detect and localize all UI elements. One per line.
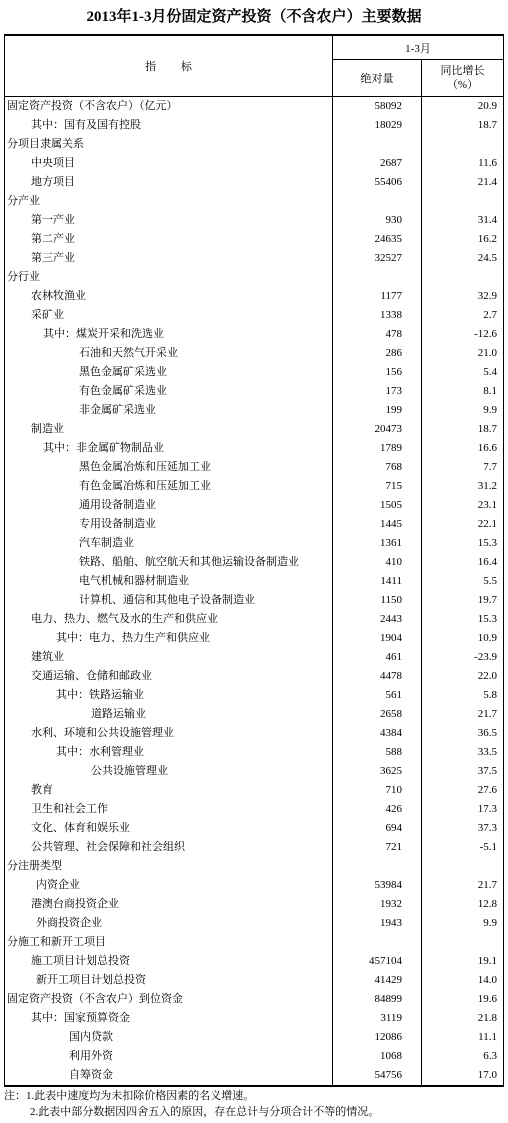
absolute-value: 710 bbox=[333, 781, 422, 800]
growth-rate: 18.7 bbox=[477, 423, 497, 435]
growth-rate bbox=[422, 268, 503, 287]
row-label: 利用外资 bbox=[5, 1047, 333, 1066]
absolute-value: 1904 bbox=[333, 629, 422, 648]
row-label: 施工项目计划总投资 bbox=[5, 952, 333, 971]
growth-rate: 19.7 bbox=[477, 594, 497, 606]
absolute-value: 12086 bbox=[333, 1028, 422, 1047]
row-label: 其中：国家预算资金 bbox=[5, 1009, 333, 1028]
absolute-value: 3625 bbox=[333, 762, 422, 781]
growth-rate: -12.6 bbox=[474, 328, 497, 340]
absolute-value: 55406 bbox=[333, 173, 422, 192]
absolute-value bbox=[333, 268, 422, 287]
growth-rate: 27.6 bbox=[477, 784, 497, 796]
row-label: 分项目隶属关系 bbox=[5, 135, 333, 154]
header-growth-line1: 同比增长 bbox=[440, 65, 485, 77]
absolute-value: 1361 bbox=[333, 534, 422, 553]
row-label: 其中：水利管理业 bbox=[5, 743, 333, 762]
row-label: 通用设备制造业 bbox=[5, 496, 333, 515]
growth-rate: 8.1 bbox=[483, 385, 497, 397]
header-indicator: 指 标 bbox=[5, 36, 333, 96]
growth-rate: 22.0 bbox=[477, 670, 497, 682]
row-label: 农林牧渔业 bbox=[5, 287, 333, 306]
table-row bbox=[5, 1047, 503, 1066]
header-absolute: 绝对量 bbox=[333, 60, 422, 96]
absolute-value: 721 bbox=[333, 838, 422, 857]
table-row bbox=[5, 914, 503, 933]
absolute-value: 561 bbox=[333, 686, 422, 705]
table-row bbox=[5, 439, 503, 458]
growth-rate: 7.7 bbox=[483, 461, 497, 473]
growth-rate: 15.3 bbox=[477, 537, 497, 549]
growth-rate: 32.9 bbox=[477, 290, 497, 302]
row-label: 固定资产投资（不含农户）到位资金 bbox=[5, 990, 333, 1009]
category-row bbox=[5, 192, 503, 211]
row-label: 其中：煤炭开采和洗选业 bbox=[5, 325, 333, 344]
row-label: 文化、体育和娱乐业 bbox=[5, 819, 333, 838]
table-row bbox=[5, 477, 503, 496]
absolute-value: 2443 bbox=[333, 610, 422, 629]
growth-rate: 17.3 bbox=[477, 803, 497, 815]
row-label: 其中：国有及国有控股 bbox=[5, 116, 333, 135]
growth-rate: 31.2 bbox=[477, 480, 497, 492]
category-row bbox=[5, 135, 503, 154]
row-label: 国内贷款 bbox=[5, 1028, 333, 1047]
absolute-value: 1411 bbox=[333, 572, 422, 591]
row-label: 水利、环境和公共设施管理业 bbox=[5, 724, 333, 743]
growth-rate: 10.9 bbox=[477, 632, 497, 644]
table-row bbox=[5, 534, 503, 553]
growth-rate: 5.4 bbox=[483, 366, 497, 378]
row-label: 道路运输业 bbox=[5, 705, 333, 724]
growth-rate: 12.8 bbox=[477, 898, 497, 910]
row-label: 分产业 bbox=[5, 192, 333, 211]
category-row bbox=[5, 857, 503, 876]
table-row bbox=[5, 800, 503, 819]
row-label: 分行业 bbox=[5, 268, 333, 287]
absolute-value: 24635 bbox=[333, 230, 422, 249]
row-label: 交通运输、仓储和邮政业 bbox=[5, 667, 333, 686]
absolute-value bbox=[333, 857, 422, 876]
table-row bbox=[5, 401, 503, 420]
table-row bbox=[5, 97, 503, 116]
row-label: 外商投资企业 bbox=[5, 914, 333, 933]
row-label: 黑色金属冶炼和压延加工业 bbox=[5, 458, 333, 477]
growth-rate: 37.3 bbox=[477, 822, 497, 834]
growth-rate bbox=[422, 135, 503, 154]
table-row bbox=[5, 876, 503, 895]
table-row bbox=[5, 344, 503, 363]
table-row bbox=[5, 211, 503, 230]
table-row bbox=[5, 591, 503, 610]
growth-rate: 9.9 bbox=[483, 404, 497, 416]
row-label: 固定资产投资（不含农户）（亿元） bbox=[5, 97, 333, 116]
growth-rate: 5.8 bbox=[483, 689, 497, 701]
growth-rate: 36.5 bbox=[477, 727, 497, 739]
growth-rate: -5.1 bbox=[479, 841, 497, 853]
absolute-value: 173 bbox=[333, 382, 422, 401]
table-header bbox=[5, 36, 503, 97]
absolute-value: 768 bbox=[333, 458, 422, 477]
absolute-value: 478 bbox=[333, 325, 422, 344]
table-row bbox=[5, 705, 503, 724]
growth-rate: 16.2 bbox=[477, 233, 497, 245]
row-label: 公共设施管理业 bbox=[5, 762, 333, 781]
table-row bbox=[5, 325, 503, 344]
table-row bbox=[5, 1066, 503, 1085]
header-period: 1-3月 bbox=[333, 36, 503, 60]
absolute-value: 286 bbox=[333, 344, 422, 363]
row-label: 分施工和新开工项目 bbox=[5, 933, 333, 952]
growth-rate: 21.7 bbox=[477, 879, 497, 891]
row-label: 采矿业 bbox=[5, 306, 333, 325]
growth-rate: 21.4 bbox=[477, 176, 497, 188]
table-row bbox=[5, 762, 503, 781]
table-row bbox=[5, 724, 503, 743]
growth-rate: 22.1 bbox=[477, 518, 497, 530]
absolute-value: 1445 bbox=[333, 515, 422, 534]
growth-rate: 21.0 bbox=[477, 347, 497, 359]
absolute-value: 1932 bbox=[333, 895, 422, 914]
absolute-value: 1789 bbox=[333, 439, 422, 458]
table-row bbox=[5, 173, 503, 192]
row-label: 地方项目 bbox=[5, 173, 333, 192]
absolute-value: 4384 bbox=[333, 724, 422, 743]
row-label: 其中：非金属矿物制品业 bbox=[5, 439, 333, 458]
growth-rate: 16.4 bbox=[477, 556, 497, 568]
row-label: 分注册类型 bbox=[5, 857, 333, 876]
absolute-value bbox=[333, 192, 422, 211]
table-row bbox=[5, 648, 503, 667]
data-table bbox=[4, 34, 504, 1087]
growth-rate bbox=[422, 192, 503, 211]
absolute-value: 20473 bbox=[333, 420, 422, 439]
growth-rate: 16.6 bbox=[477, 442, 497, 454]
row-label: 黑色金属矿采选业 bbox=[5, 363, 333, 382]
absolute-value: 715 bbox=[333, 477, 422, 496]
absolute-value: 2687 bbox=[333, 154, 422, 173]
growth-rate: 21.8 bbox=[477, 1012, 497, 1024]
growth-rate: 18.7 bbox=[477, 119, 497, 131]
table-row bbox=[5, 743, 503, 762]
absolute-value: 426 bbox=[333, 800, 422, 819]
growth-rate: 21.7 bbox=[477, 708, 497, 720]
row-label: 教育 bbox=[5, 781, 333, 800]
row-label: 公共管理、社会保障和社会组织 bbox=[5, 838, 333, 857]
absolute-value: 58092 bbox=[333, 97, 422, 116]
growth-rate: 15.3 bbox=[477, 613, 497, 625]
absolute-value bbox=[333, 135, 422, 154]
table-row bbox=[5, 572, 503, 591]
table-row bbox=[5, 116, 503, 135]
header-period-group bbox=[333, 36, 503, 96]
table-row bbox=[5, 781, 503, 800]
growth-rate: 11.6 bbox=[478, 157, 497, 169]
table-row bbox=[5, 249, 503, 268]
absolute-value: 199 bbox=[333, 401, 422, 420]
absolute-value: 2658 bbox=[333, 705, 422, 724]
table-row bbox=[5, 952, 503, 971]
table-row bbox=[5, 230, 503, 249]
absolute-value: 588 bbox=[333, 743, 422, 762]
table-row bbox=[5, 1028, 503, 1047]
absolute-value: 1505 bbox=[333, 496, 422, 515]
row-label: 新开工项目计划总投资 bbox=[5, 971, 333, 990]
growth-rate: 31.4 bbox=[477, 214, 497, 226]
absolute-value: 84899 bbox=[333, 990, 422, 1009]
growth-rate: 19.6 bbox=[477, 993, 497, 1005]
table-row bbox=[5, 515, 503, 534]
absolute-value: 457104 bbox=[333, 952, 422, 971]
table-row bbox=[5, 382, 503, 401]
growth-rate: 5.5 bbox=[483, 575, 497, 587]
growth-rate: 17.0 bbox=[477, 1069, 497, 1081]
absolute-value: 930 bbox=[333, 211, 422, 230]
row-label: 有色金属矿采选业 bbox=[5, 382, 333, 401]
growth-rate: 6.3 bbox=[483, 1050, 497, 1062]
growth-rate: 24.5 bbox=[477, 252, 497, 264]
table-row bbox=[5, 1009, 503, 1028]
growth-rate: 9.9 bbox=[483, 917, 497, 929]
growth-rate: 14.0 bbox=[477, 974, 497, 986]
table-row bbox=[5, 895, 503, 914]
absolute-value: 1150 bbox=[333, 591, 422, 610]
absolute-value: 4478 bbox=[333, 667, 422, 686]
table-row bbox=[5, 458, 503, 477]
growth-rate: -23.9 bbox=[474, 651, 497, 663]
table-row bbox=[5, 496, 503, 515]
row-label: 其中：铁路运输业 bbox=[5, 686, 333, 705]
growth-rate: 37.5 bbox=[477, 765, 497, 777]
absolute-value: 18029 bbox=[333, 116, 422, 135]
growth-rate: 33.5 bbox=[477, 746, 497, 758]
table-row bbox=[5, 686, 503, 705]
table-row bbox=[5, 838, 503, 857]
table-row bbox=[5, 819, 503, 838]
row-label: 第二产业 bbox=[5, 230, 333, 249]
row-label: 电力、热力、燃气及水的生产和供应业 bbox=[5, 610, 333, 629]
table-row bbox=[5, 610, 503, 629]
table-row bbox=[5, 629, 503, 648]
header-subcolumns bbox=[333, 60, 503, 96]
absolute-value: 32527 bbox=[333, 249, 422, 268]
table-row bbox=[5, 553, 503, 572]
row-label: 汽车制造业 bbox=[5, 534, 333, 553]
growth-rate: 11.1 bbox=[478, 1031, 497, 1043]
row-label: 港澳台商投资企业 bbox=[5, 895, 333, 914]
row-label: 计算机、通信和其他电子设备制造业 bbox=[5, 591, 333, 610]
header-growth-line2: （%） bbox=[446, 79, 479, 91]
footnote-1: 注：1.此表中速度均为未扣除价格因素的名义增速。 bbox=[4, 1090, 255, 1102]
absolute-value: 156 bbox=[333, 363, 422, 382]
table-row bbox=[5, 990, 503, 1009]
row-label: 非金属矿采选业 bbox=[5, 401, 333, 420]
table-row bbox=[5, 667, 503, 686]
row-label: 内资企业 bbox=[5, 876, 333, 895]
row-label: 铁路、船舶、航空航天和其他运输设备制造业 bbox=[5, 553, 333, 572]
absolute-value: 1068 bbox=[333, 1047, 422, 1066]
row-label: 其中：电力、热力生产和供应业 bbox=[5, 629, 333, 648]
absolute-value: 53984 bbox=[333, 876, 422, 895]
header-growth bbox=[422, 60, 503, 96]
absolute-value: 41429 bbox=[333, 971, 422, 990]
row-label: 有色金属冶炼和压延加工业 bbox=[5, 477, 333, 496]
absolute-value: 3119 bbox=[333, 1009, 422, 1028]
table-row bbox=[5, 154, 503, 173]
row-label: 专用设备制造业 bbox=[5, 515, 333, 534]
row-label: 第一产业 bbox=[5, 211, 333, 230]
table-row bbox=[5, 420, 503, 439]
absolute-value: 54756 bbox=[333, 1066, 422, 1085]
row-label: 中央项目 bbox=[5, 154, 333, 173]
absolute-value: 461 bbox=[333, 648, 422, 667]
table-row bbox=[5, 287, 503, 306]
growth-rate bbox=[422, 933, 503, 952]
category-row bbox=[5, 268, 503, 287]
footnote-2: 2.此表中部分数据因四舍五入的原因，存在总计与分项合计不等的情况。 bbox=[30, 1106, 380, 1118]
growth-rate bbox=[422, 857, 503, 876]
table-row bbox=[5, 306, 503, 325]
absolute-value: 1943 bbox=[333, 914, 422, 933]
absolute-value bbox=[333, 933, 422, 952]
growth-rate: 19.1 bbox=[477, 955, 497, 967]
absolute-value: 694 bbox=[333, 819, 422, 838]
page-title: 2013年1-3月份固定资产投资（不含农户）主要数据 bbox=[86, 9, 422, 25]
row-label: 自筹资金 bbox=[5, 1066, 333, 1085]
growth-rate: 23.1 bbox=[477, 499, 497, 511]
row-label: 电气机械和器材制造业 bbox=[5, 572, 333, 591]
absolute-value: 1338 bbox=[333, 306, 422, 325]
table-row bbox=[5, 971, 503, 990]
row-label: 石油和天然气开采业 bbox=[5, 344, 333, 363]
row-label: 制造业 bbox=[5, 420, 333, 439]
growth-rate: 2.7 bbox=[483, 309, 497, 321]
row-label: 第三产业 bbox=[5, 249, 333, 268]
table-row bbox=[5, 363, 503, 382]
row-label: 卫生和社会工作 bbox=[5, 800, 333, 819]
category-row bbox=[5, 933, 503, 952]
row-label: 建筑业 bbox=[5, 648, 333, 667]
growth-rate: 20.9 bbox=[477, 100, 497, 112]
absolute-value: 1177 bbox=[333, 287, 422, 306]
absolute-value: 410 bbox=[333, 553, 422, 572]
